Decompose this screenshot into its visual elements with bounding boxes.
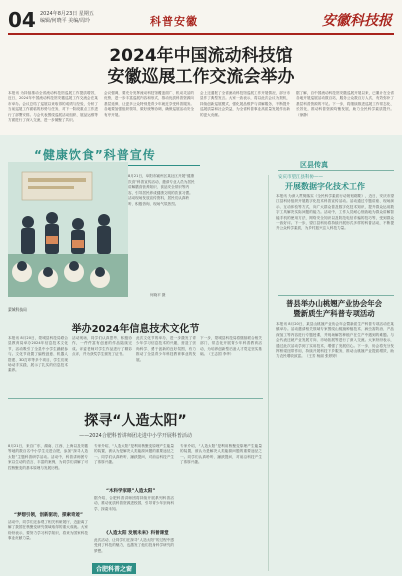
story-divider <box>8 398 263 399</box>
box2-title <box>272 299 396 319</box>
box1-tag: 区县传真 <box>300 161 328 169</box>
page-number: 04 <box>8 8 36 32</box>
box-divider <box>278 295 394 296</box>
box1-title: 开展数据字化技术工作 <box>285 182 365 191</box>
header-rule <box>8 33 394 35</box>
story3-subhead-b: “木科学家眼”人造太阳” <box>106 489 156 494</box>
column-separator <box>268 175 269 571</box>
feature-photo <box>8 162 128 297</box>
feature-ribbon-title: “健康饮食”科普宣传 <box>34 148 156 162</box>
section-title: 科普安徽 <box>150 15 198 28</box>
masthead-logo: 安徽科技报 <box>322 13 392 29</box>
photo-credit: 何晓平 摄 <box>150 293 166 297</box>
box1-body: 本报讯 为深入贯彻落实《全民科学素质行动规划纲要》，近日，安庆市望江县科协组织开展数字化技术科普宣传活动。活动通过专题讲座、现场演示、互动体验等方式，向广大群众普及数字化技术知识，提升群众运用数字工具解决实际问题的能力。活动中，工作人员耐心细致地为群众讲解智能手机的使用方法、网络安全知识以及防范电信诈骗的技巧等，受到群众一致好评。下一步，望江县科协将持续开展形式多样的科普活动，不断提升公众科学素质，为乡村振兴注入科技力量。 <box>276 194 394 231</box>
story2-kicker: 蒙城科技局 <box>8 307 27 312</box>
box1-tag-rule <box>278 170 394 171</box>
photo-illustration <box>8 162 128 297</box>
lead-column-1: 本报讯 为持续推动全省流动科技馆巡展工作提质增效，近日，2024年中国流动科技馆安徽巡展工作交流会在某市举办。会议总结了巡展以来取得的成绩与经验，分析了当前巡展工作面临的形势与任务，对下一阶段重点工作进行了部署安排。与会代表围绕巡展活动组织、展品运维等方面进行了深入交流，进一步凝聚了共识。 <box>8 91 98 123</box>
box2-title-line1: 普县举办山桃翘产业协会年会 <box>285 299 383 308</box>
lead-headline <box>0 46 402 88</box>
lead-column-3: 会上还通报了全省流动科技馆巡展工作开展情况，部分市县作了典型发言。大家一致表示，将以此次会议为契机，持续创新巡展模式，强化展品维护与讲解服务，不断提升巡展质量和社会效益，为全省科普事业高质量发展作出新的更大贡献。 <box>200 91 290 117</box>
story3-column-1: 8月21日，来自广东、湖南、江西、上海以及安徽等地的数百名中小学生走进合肥，参加“探寻人造太阳”主题科普研学活动。活动中，科普讲师团专家以生动的语言、丰富的案例，为同学们讲解了可控核聚变的基本原理与发展历程。 <box>8 444 88 470</box>
story3-column-4: 据介绍，合肥科普讲师团将持续开展系列科普活动，推动优质科普资源进校园，引导青少年崇尚科学、探索未知。 <box>94 496 174 511</box>
issue-date: 2024年8月23日 星期五 <box>40 11 94 17</box>
photo-caption: 8月21日，阜阳市颍州区某社区开展“健康饮食”科普宣传活动，邀请专业人员为居民讲解膳食营养知识、食品安全常识等内容，引导居民养成健康文明的饮食习惯。活动现场发放宣传资料，居民们认真聆听、积极咨询，现场气氛热烈。 <box>128 174 195 206</box>
lead-column-2: 会议强调，要充分发挥流动科技馆覆盖面广、机动灵活的优势，进一步丰富巡展内容和形式，推动优质科普资源向基层延伸，让更多公众特别是青少年就近享受科普服务。各地要加强组织领导，做好统筹协调，确保巡展活动安全有序开展。 <box>104 91 194 117</box>
story3-column-3: 活动中，同学们还参观了相关科研展厅，近距离了解了我国在核聚变研究领域取得的重大成就。大家纷纷表示，要努力学习科学知识，将来为国家科技事业贡献力量。 <box>8 520 88 541</box>
box2-body: 本报讯 8月20日，某县山桃翘产业协会年会暨新质生产科普专项活动在某镇举办。活动邀请相关领域专家围绕山桃翘种植技术、病虫害防治、产品深加工等内容进行专题授课，并现场解答种植户在生产中遇到的难题。与会代表还就产业发展方向、市场拓展等进行了深入交流。大家纷纷表示，通过此次活动学到了实用技术，增强了发展信心。下一步，协会将充分发挥桥梁纽带作用，持续开展科技下乡服务，推动山桃翘产业提质增效，助力农民增收致富。（王芳 杨丽 张婷婷） <box>276 322 394 359</box>
story2-column-1: 本报讯 8月20日，蒙城县科技局联合县教育局举办2024年信息技术文化节，活动吸引了全县中小学生踊跃参与。文化节设置了编程创意、机器人搭建、3D打印等多个项目，学生们现场动手实践，展示了扎实的信息技术素养。 <box>8 336 68 373</box>
box2-title-line2: 暨新质生产科普专项活动 <box>293 309 375 318</box>
story3-headline: 探寻“人造太阳” <box>84 413 187 429</box>
story3-subhead-a: “梦想引领，创新驱动，探索奇迹” <box>14 513 83 518</box>
header-meta <box>40 11 94 25</box>
story3-subhead-c: 《人造太阳 发展未来》科普课堂 <box>104 531 169 536</box>
box1-kicker: 安庆市望江县科协—— <box>278 175 323 180</box>
editors-line: 编辑/何晓平 美编/周玲 <box>40 18 90 24</box>
lead-column-4: 据了解，自中国流动科技馆安徽巡展开展以来，已累计在全省各地开展巡展活动数百站，服务公众数百万人次，有效弥补了基层科普资源的不足。下一步，将继续推进巡展工作常态化、长效化，推动科普资源均衡发展，助力全民科学素质提升。（徐静） <box>296 91 394 117</box>
story2-column-4: 下一步，蒙城县科技局将继续联合相关部门，常态化开展青少年科普教育活动，为培养创新型后备人才奠定坚实基础。（王志国 李华） <box>200 336 262 357</box>
story2-column-3: 此次文化节的举办，进一步激发了青少年学习信息技术的兴趣，营造了崇尚科学、勇于创新的良好氛围，有力推动了全县青少年科技教育事业的发展。 <box>136 336 196 362</box>
page-header <box>0 0 402 32</box>
story3-column-5: 此次活动，让同学们在探寻“人造太阳”的过程中感受到了科技的魅力，也激发了他们投身科学研究的梦想。 <box>94 538 174 553</box>
story2-headline: 举办2024年信息技术文化节 <box>71 324 200 335</box>
story3-subtitle: ——2024合肥科普讲师团走进中小学开展科普活动 <box>79 433 192 439</box>
story2-column-2: 活动现场，同学们认真思考、积极协作，一件件富有创意的作品陆续完成。评委老师对学生作品进行了精彩点评，并为获奖学生颁发了证书。 <box>72 336 132 357</box>
story3-tag: 合肥科普之窗 <box>92 563 136 574</box>
lead-headline-line2: 安徽巡展工作交流会举办 <box>107 67 295 87</box>
story3-column-2: 专家介绍，“人造太阳”是利用核聚变原理产生能量的装置，被认为是解决人类能源问题的重要途径之一。同学们认真聆听、踊跃提问，对前沿科技产生了浓厚兴趣。 <box>94 444 174 465</box>
story3-column-6: 专家介绍，“人造太阳”是利用核聚变原理产生能量的装置，被认为是解决人类能源问题的重要途径之一。同学们认真聆听、踊跃提问，对前沿科技产生了浓厚兴趣。 <box>180 444 262 465</box>
lead-headline-line1: 2024年中国流动科技馆 <box>109 46 293 66</box>
